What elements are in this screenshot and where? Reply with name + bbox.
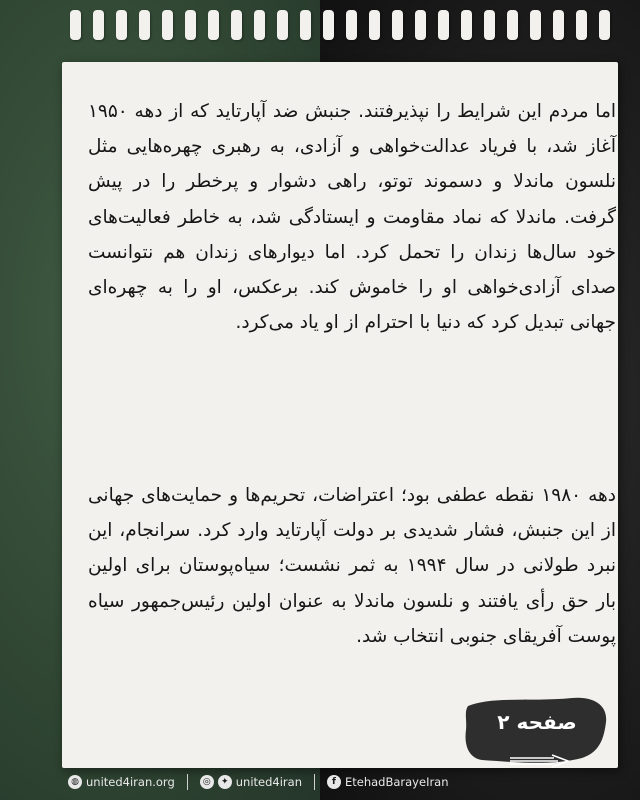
binder-hole [599,10,610,40]
divider [314,774,315,790]
binder-hole [507,10,518,40]
binder-hole [438,10,449,40]
facebook-handle: EtehadBarayeIran [344,775,449,789]
twitter-handle: united4iran [235,775,302,789]
binder-hole [208,10,219,40]
binder-hole [415,10,426,40]
binder-hole [93,10,104,40]
binder-hole [461,10,472,40]
binder-hole [185,10,196,40]
body-paragraph-1: اما مردم این شرایط را نپذیرفتند. جنبش ضد آپارتاید که از دهه ۱۹۵۰ آغاز شد، با فریاد عدالت‌خواهی و آزادی، به رهبری چهره‌هایی مثل نلسون ماندلا و دسموند توتو، راهی دشوار و پرخطر را در پیش گرفت. ماندلا که نماد مقاومت و ایستادگی شد، به خاطر فعالیت‌های خود سال‌ها زندان را تحمل کرد. اما دیوارهای زندان هم نتوانست صدای آزادی‌خواهی او را خاموش کند. برعکس، او را به چهره‌ای جهانی تبدیل کرد که دنیا با احترام از او یاد می‌کرد. [88,101,616,334]
binder-hole [323,10,334,40]
binder-hole [231,10,242,40]
binder-hole [530,10,541,40]
footer-links [68,774,449,790]
binder-hole [484,10,495,40]
body-paragraph-2: دهه ۱۹۸۰ نقطه عطفی بود؛ اعتراضات، تحریم‌ها و حمایت‌های جهانی از این جنبش، فشار شدیدی بر دولت آپارتاید وارد کرد. سرانجام، این نبرد طولانی در سال ۱۹۹۴ به ثمر نشست؛ سیاه‌پوستان برای اولین بار حق رأی یافتند و نلسون ماندلا به عنوان اولین رئیس‌جمهور سیاه پوست آفریقای جنوبی انتخاب شد. [88,485,617,647]
page-number-label: صفحه ۲ [497,710,577,734]
binder-hole [369,10,380,40]
facebook-icon: f [327,775,341,789]
binder-hole [576,10,587,40]
website-link[interactable] [68,775,175,789]
binder-hole [162,10,173,40]
website-text: united4iran.org [86,775,175,789]
instagram-icon: ◎ [200,775,214,789]
twitter-icon: ✦ [218,775,232,789]
binder-hole [116,10,127,40]
divider [187,774,188,790]
binder-holes [70,10,610,50]
binder-hole [277,10,288,40]
binder-hole [392,10,403,40]
binder-hole [300,10,311,40]
facebook-link[interactable] [327,775,449,789]
binder-hole [346,10,357,40]
globe-icon: ◍ [68,775,82,789]
binder-hole [254,10,265,40]
arrow-right-icon [508,754,572,768]
binder-hole [553,10,564,40]
binder-hole [139,10,150,40]
binder-hole [70,10,81,40]
twitter-link[interactable] [200,775,302,789]
